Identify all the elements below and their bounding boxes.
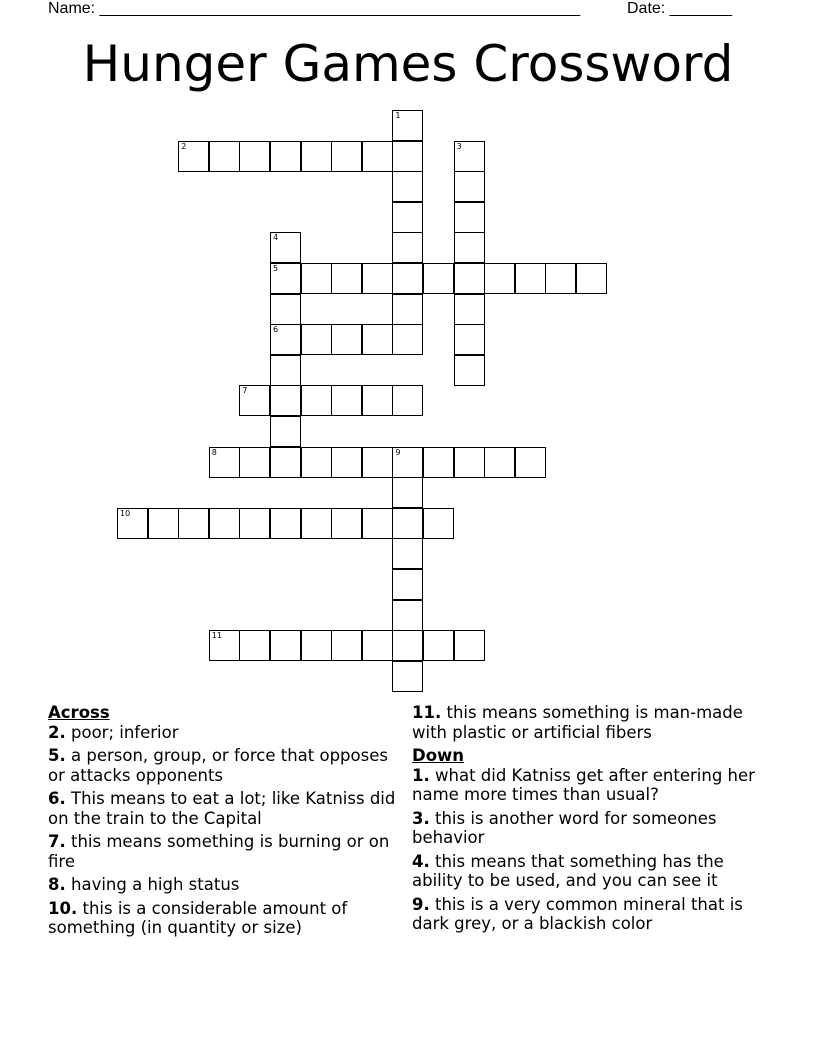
grid-cell[interactable]: [484, 447, 515, 478]
clue-number: 8.: [48, 875, 66, 894]
grid-cell[interactable]: [331, 263, 362, 294]
grid-cell[interactable]: [392, 477, 423, 508]
clue-text: this means that something has the ability to be used, and you can see it: [412, 851, 724, 890]
grid-cell[interactable]: [392, 385, 423, 416]
grid-cell[interactable]: [301, 324, 332, 355]
grid-cell[interactable]: [454, 232, 485, 263]
grid-cell[interactable]: [301, 630, 332, 661]
grid-cell[interactable]: [392, 569, 423, 600]
down-heading: Down: [412, 746, 465, 765]
across-heading: Across: [48, 703, 110, 722]
grid-cell[interactable]: [331, 447, 362, 478]
clue-number: 11.: [412, 703, 442, 722]
grid-cell[interactable]: [454, 630, 485, 661]
grid-cell[interactable]: [423, 447, 454, 478]
clue-across-8: [48, 875, 398, 895]
clue-number: 4.: [412, 851, 430, 871]
grid-cell[interactable]: [270, 324, 301, 355]
clue-text: what did Katniss get after entering her name more times than usual?: [412, 765, 755, 804]
grid-cell[interactable]: [392, 600, 423, 631]
cell-number: 10: [120, 508, 131, 518]
clue-number: 3.: [412, 808, 430, 828]
grid-cell[interactable]: [331, 324, 362, 355]
grid-cell[interactable]: [362, 263, 393, 294]
name-field[interactable]: Name: ______________________________________________________: [48, 0, 581, 17]
grid-cell[interactable]: [270, 294, 301, 325]
cell-number: 6: [273, 325, 279, 335]
page-title: Hunger Games Crossword: [82, 35, 734, 93]
grid-cell[interactable]: [454, 202, 485, 233]
grid-cell[interactable]: [239, 630, 270, 661]
grid-cell[interactable]: [331, 141, 362, 172]
cell-number: 4: [273, 233, 279, 243]
clue-text: this is another word for someones behavior: [412, 808, 717, 847]
grid-cell[interactable]: [209, 508, 240, 539]
clue-across-6: [48, 789, 398, 828]
grid-cell[interactable]: [423, 263, 454, 294]
grid-cell[interactable]: [270, 630, 301, 661]
grid-cell[interactable]: [178, 508, 209, 539]
grid-cell[interactable]: [362, 141, 393, 172]
clue-number: 9.: [412, 894, 430, 914]
cell-number: 3: [456, 141, 462, 151]
clue-text: this means something is man-made with plastic or artificial fibers: [412, 703, 743, 742]
clue-text: this is a very common mineral that is dark grey, or a blackish color: [412, 894, 743, 933]
grid-cell[interactable]: [209, 630, 240, 661]
grid-cell[interactable]: [392, 141, 423, 172]
grid-cell[interactable]: [392, 232, 423, 263]
grid-cell[interactable]: [392, 508, 423, 539]
clue-number: 5.: [48, 746, 66, 765]
grid-cell[interactable]: [270, 232, 301, 263]
grid-cell[interactable]: [423, 508, 454, 539]
grid-cell[interactable]: [331, 630, 362, 661]
grid-cell[interactable]: [331, 508, 362, 539]
clue-across-11: [412, 703, 772, 742]
grid-cell[interactable]: [576, 263, 607, 294]
grid-cell[interactable]: [239, 141, 270, 172]
grid-cell[interactable]: [362, 630, 393, 661]
grid-cell[interactable]: [301, 385, 332, 416]
grid-cell[interactable]: [239, 385, 270, 416]
grid-cell[interactable]: [392, 324, 423, 355]
grid-cell[interactable]: [270, 141, 301, 172]
cell-number: 5: [273, 264, 279, 273]
grid-cell[interactable]: [270, 385, 301, 416]
grid-cell[interactable]: [392, 661, 423, 692]
grid-cell[interactable]: [209, 141, 240, 172]
grid-cell[interactable]: [392, 263, 423, 294]
clue-text: this means something is burning or on fire: [48, 832, 390, 871]
grid-cell[interactable]: [515, 263, 546, 294]
grid-cell[interactable]: [239, 447, 270, 478]
grid-cell[interactable]: [392, 538, 423, 569]
grid-cell[interactable]: [331, 385, 362, 416]
grid-cell[interactable]: [454, 263, 485, 294]
grid-cell[interactable]: [362, 508, 393, 539]
grid-cell[interactable]: [270, 508, 301, 539]
clue-number: 7.: [48, 832, 66, 851]
grid-cell[interactable]: [392, 447, 423, 478]
clue-text: this is a considerable amount of something (in quantity or size): [48, 898, 348, 937]
grid-cell[interactable]: [301, 447, 332, 478]
clue-text: poor; inferior: [71, 722, 179, 742]
grid-cell[interactable]: [301, 263, 332, 294]
cell-number: 9: [395, 447, 401, 457]
grid-cell[interactable]: [392, 294, 423, 325]
grid-cell[interactable]: [362, 324, 393, 355]
grid-cell[interactable]: [454, 324, 485, 355]
grid-cell[interactable]: [392, 110, 423, 141]
clue-across-10: [48, 899, 398, 938]
grid-cell[interactable]: [454, 294, 485, 325]
clue-across-7: [48, 832, 398, 871]
grid-cell[interactable]: [392, 171, 423, 202]
grid-cell[interactable]: [362, 385, 393, 416]
grid-cell[interactable]: [270, 447, 301, 478]
grid-cell[interactable]: [270, 416, 301, 447]
grid-cell[interactable]: [301, 508, 332, 539]
grid-cell[interactable]: [454, 447, 485, 478]
grid-cell[interactable]: [239, 508, 270, 539]
grid-cell[interactable]: [117, 508, 148, 539]
grid-cell[interactable]: [454, 355, 485, 386]
grid-cell[interactable]: [484, 263, 515, 294]
clue-text: This means to eat a lot; like Katniss did on the train to the Capital: [48, 789, 396, 828]
grid-cell[interactable]: [270, 355, 301, 386]
cell-number: 1: [395, 111, 401, 120]
clue-number: 10.: [48, 898, 78, 918]
cell-number: 8: [211, 447, 217, 457]
clue-text: having a high status: [71, 875, 240, 894]
grid-cell[interactable]: [454, 141, 485, 172]
grid-cell[interactable]: [423, 630, 454, 661]
grid-cell[interactable]: [270, 263, 301, 294]
grid-cell[interactable]: [301, 141, 332, 172]
clue-down-4: [412, 852, 772, 891]
grid-cell[interactable]: [209, 447, 240, 478]
clue-down-3: [412, 809, 772, 848]
date-field[interactable]: Date: _______: [627, 0, 732, 17]
clue-down-9: [412, 895, 772, 934]
grid-cell[interactable]: [392, 202, 423, 233]
grid-cell[interactable]: [148, 508, 179, 539]
grid-cell[interactable]: [178, 141, 209, 172]
grid-cell[interactable]: [454, 171, 485, 202]
clue-text: a person, group, or force that opposes or attacks opponents: [48, 746, 388, 785]
clue-across-2: [48, 723, 398, 743]
cell-number: 2: [181, 141, 187, 151]
clue-number: 1.: [412, 765, 430, 785]
grid-cell[interactable]: [362, 447, 393, 478]
clue-number: 2.: [48, 722, 66, 742]
right-clues-column: [412, 703, 772, 938]
grid-cell[interactable]: [545, 263, 576, 294]
cell-number: 11: [211, 631, 222, 641]
grid-cell[interactable]: [515, 447, 546, 478]
cell-number: 7: [242, 386, 248, 396]
clue-number: 6.: [48, 789, 66, 808]
clue-down-1: [412, 766, 772, 805]
across-clues: [48, 703, 398, 942]
clue-across-5: [48, 746, 398, 785]
grid-cell[interactable]: [392, 630, 423, 661]
